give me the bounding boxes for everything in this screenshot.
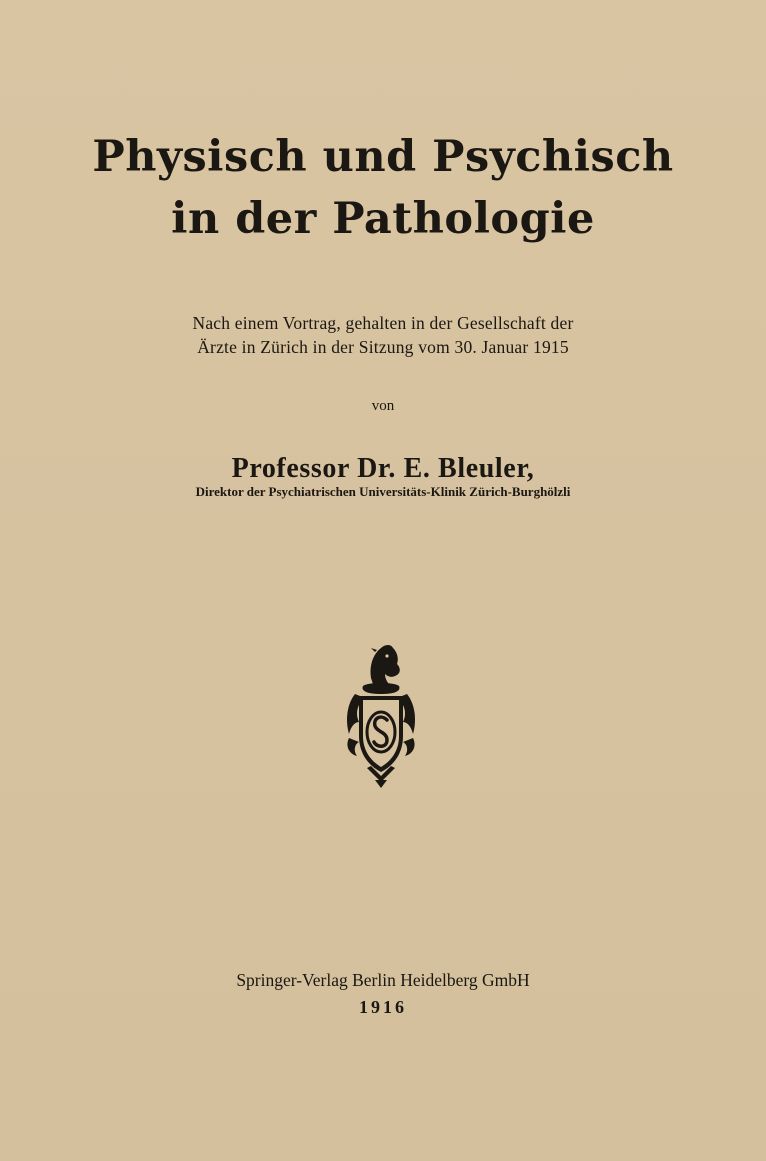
- author-affiliation: Direktor der Psychiatrischen Universitäts-Klinik Zürich-Burghölzli: [195, 484, 571, 499]
- subtitle-line-1: Nach einem Vortrag, gehalten in der Gesellschaft der: [192, 313, 574, 333]
- by-label: von: [371, 398, 395, 414]
- springer-knight-emblem-icon: [341, 642, 421, 788]
- publication-year: 1916: [359, 997, 407, 1017]
- subtitle-line-2: Ärzte in Zürich in der Sitzung vom 30. Januar 1915: [197, 337, 569, 357]
- publisher-name: Springer-Verlag Berlin Heidelberg GmbH: [236, 970, 530, 990]
- author-name: Professor Dr. E. Bleuler,: [231, 453, 535, 484]
- title-line-2: in der Pathologie: [171, 194, 595, 244]
- title-line-1: Physisch und Psychisch: [92, 132, 674, 182]
